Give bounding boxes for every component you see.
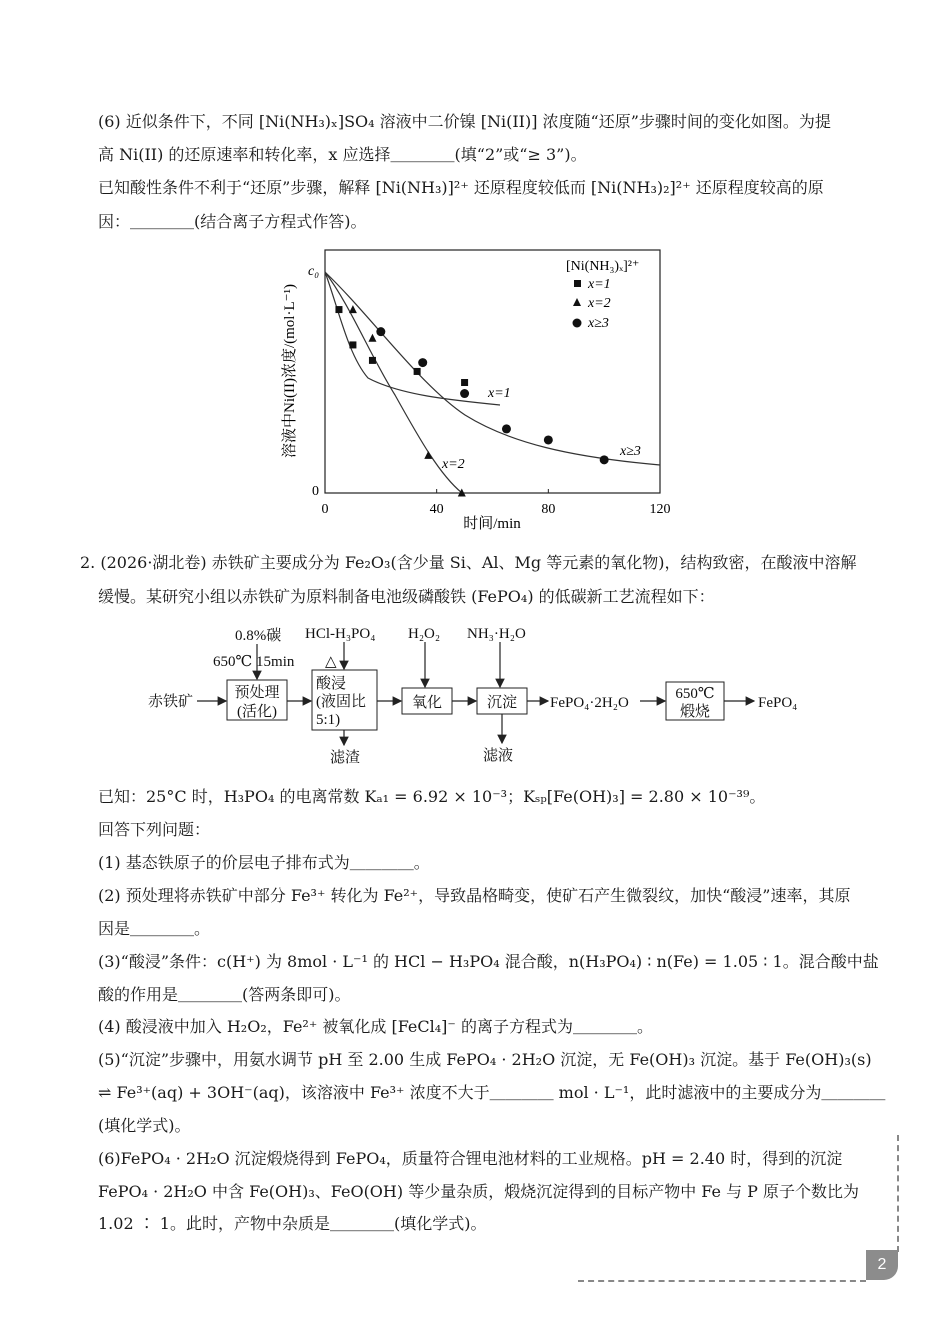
- x-tick-label: 120: [649, 502, 671, 517]
- q6-line-2: 高 Ni(II) 的还原速率和转化率，x 应选择＿＿＿＿(填“2”或“≥ 3”)。: [98, 145, 587, 164]
- box-acid-leach-l3: 5:1): [316, 712, 341, 728]
- answer-heading: 回答下列问题：: [98, 820, 211, 839]
- legend-marker-x1: [574, 280, 581, 287]
- box-calcine-l2: 煅烧: [679, 704, 711, 720]
- q2-6-line-1: (6)FePO₄ · 2H₂O 沉淀煅烧得到 FePO₄，质量符合锂电池材料的工业规格。pH = 2.40 时，得到的沉淀: [98, 1149, 843, 1168]
- box-pretreat-l1: 预处理: [234, 685, 280, 701]
- data-point-x2: [368, 334, 376, 342]
- q2-3-line-1: (3)“酸浸”条件：c(H⁺) 为 8mol · L⁻¹ 的 HCl − H₃PO₄ 混合酸，n(H₃PO₄) ∶ n(Fe) = 1.05 ∶ 1。混合酸中盐: [98, 952, 879, 971]
- dashed-border-vertical: [897, 1135, 899, 1252]
- q2-4: (4) 酸浸液中加入 H₂O₂，Fe²⁺ 被氧化成 [FeCl₄]⁻ 的离子方程式为＿＿＿＿。: [98, 1017, 653, 1036]
- q2-5-line-2: ⇌ Fe³⁺(aq) + 3OH⁻(aq)，该溶液中 Fe³⁺ 浓度不大于＿＿＿＿ mol · L⁻¹，此时滤液中的主要成分为＿＿＿＿: [98, 1083, 886, 1102]
- data-point-x2: [424, 451, 432, 459]
- box-acid-leach-l1: 酸浸: [316, 676, 347, 692]
- data-point-x1: [335, 306, 342, 313]
- legend-item-x3: x≥3: [588, 316, 609, 331]
- curve-label-x2: x=2: [442, 457, 465, 472]
- q2-3-line-2: 酸的作用是＿＿＿＿(答两条即可)。: [98, 985, 351, 1004]
- data-point-x3: [376, 327, 385, 336]
- end-product: FePO₄: [758, 695, 798, 711]
- cond-acid: HCl-H₃PO₄: [305, 626, 376, 642]
- data-point-x1: [461, 379, 468, 386]
- concentration-chart: [270, 245, 690, 535]
- known-line: 已知：25°C 时，H₃PO₄ 的电离常数 Kₐ₁ = 6.92 × 10⁻³；Kₛₚ[Fe(OH)₃] = 2.80 × 10⁻³⁹。: [98, 787, 766, 806]
- dashed-border-horizontal: [578, 1280, 866, 1282]
- data-point-x3: [502, 424, 511, 433]
- legend-item-x1: x=1: [588, 277, 611, 292]
- data-point-x3: [544, 435, 553, 444]
- y-zero-label: 0: [312, 484, 319, 499]
- box-oxidize-label: 氧化: [411, 695, 443, 711]
- cond-nh3: NH₃·H₂O: [467, 626, 526, 642]
- q6-line-3: 已知酸性条件不利于“还原”步骤，解释 [Ni(NH₃)]²⁺ 还原程度较低而 [Ni(NH₃)₂]²⁺ 还原程度较高的原: [98, 178, 824, 197]
- q2-2-line-1: (2) 预处理将赤铁矿中部分 Fe³⁺ 转化为 Fe²⁺，导致晶格畸变，使矿石产生微裂纹，加快“酸浸”速率，其原: [98, 886, 851, 905]
- x-axis-label: 时间/min: [463, 516, 521, 532]
- process-flow-diagram: [140, 620, 820, 770]
- q6-line-4: 因：＿＿＿＿(结合离子方程式作答)。: [98, 212, 367, 231]
- box-acid-leach-l2: (液固比: [316, 694, 366, 710]
- q2-line-2: 缓慢。某研究小组以赤铁矿为原料制备电池级磷酸铁 (FePO₄) 的低碳新工艺流程如下：: [98, 587, 715, 606]
- data-point-x3: [460, 389, 469, 398]
- q2-5-line-1: (5)“沉淀”步骤中，用氨水调节 pH 至 2.00 生成 FePO₄ · 2H₂O 沉淀，无 Fe(OH)₃ 沉淀。基于 Fe(OH)₃(s): [98, 1050, 872, 1069]
- curve-label-x1: x=1: [488, 386, 511, 401]
- x-tick-label: 40: [429, 502, 444, 517]
- q2-6-line-3: 1.02 ∶ 1。此时，产物中杂质是＿＿＿＿(填化学式)。: [98, 1214, 487, 1233]
- q2-5-line-3: (填化学式)。: [98, 1116, 191, 1135]
- x-tick-label: 0: [321, 502, 329, 517]
- x-tick-label: 80: [541, 502, 556, 517]
- data-point-x3: [600, 455, 609, 464]
- legend-marker-x3: [573, 319, 582, 328]
- legend-title: [Ni(NH₃)ₓ]²⁺: [566, 259, 640, 274]
- y-axis-label: 溶液中Ni(II)浓度/(mol·L⁻¹): [282, 283, 298, 459]
- data-point-x2: [349, 305, 357, 313]
- q2-line-1: 2. (2026·湖北卷) 赤铁矿主要成分为 Fe₂O₃(含少量 Si、Al、Mg 等元素的氧化物)，结构致密，在酸液中溶解: [80, 553, 857, 572]
- y-top-label: c₀: [308, 264, 320, 279]
- box-calcine-l1: 650℃: [675, 686, 715, 702]
- data-point-x3: [418, 358, 427, 367]
- box-precipitate-label: 沉淀: [486, 695, 518, 711]
- legend-marker-x2: [573, 298, 581, 306]
- data-point-x1: [369, 357, 376, 364]
- mid-product: FePO₄·2H₂O: [550, 695, 629, 711]
- cond-carbon: 0.8%碳: [235, 628, 282, 644]
- box-pretreat-l2: (活化): [237, 704, 277, 720]
- curve-x1: [325, 272, 500, 405]
- data-point-x1: [349, 341, 356, 348]
- q2-1: (1) 基态铁原子的价层电子排布式为＿＿＿＿。: [98, 853, 430, 872]
- cond-heat: △: [325, 654, 337, 670]
- page-number: 2: [866, 1250, 898, 1280]
- legend-item-x2: x=2: [588, 296, 611, 311]
- cond-h2o2: H₂O₂: [408, 626, 441, 642]
- data-point-x1: [414, 368, 421, 375]
- output-filtrate: 滤液: [483, 748, 514, 764]
- q6-line-1: (6) 近似条件下，不同 [Ni(NH₃)ₓ]SO₄ 溶液中二价镍 [Ni(II)] 浓度随“还原”步骤时间的变化如图。为提: [98, 112, 831, 131]
- curve-label-x3: x≥3: [620, 444, 641, 459]
- cond-temp-time: 650℃ 15min: [213, 654, 295, 670]
- output-residue: 滤渣: [330, 750, 361, 766]
- q2-6-line-2: FePO₄ · 2H₂O 中含 Fe(OH)₃、FeO(OH) 等少量杂质，煅烧沉淀得到的目标产物中 Fe 与 P 原子个数比为: [98, 1182, 860, 1201]
- q2-2-line-2: 因是＿＿＿＿。: [98, 919, 211, 938]
- start-label: 赤铁矿: [148, 694, 194, 710]
